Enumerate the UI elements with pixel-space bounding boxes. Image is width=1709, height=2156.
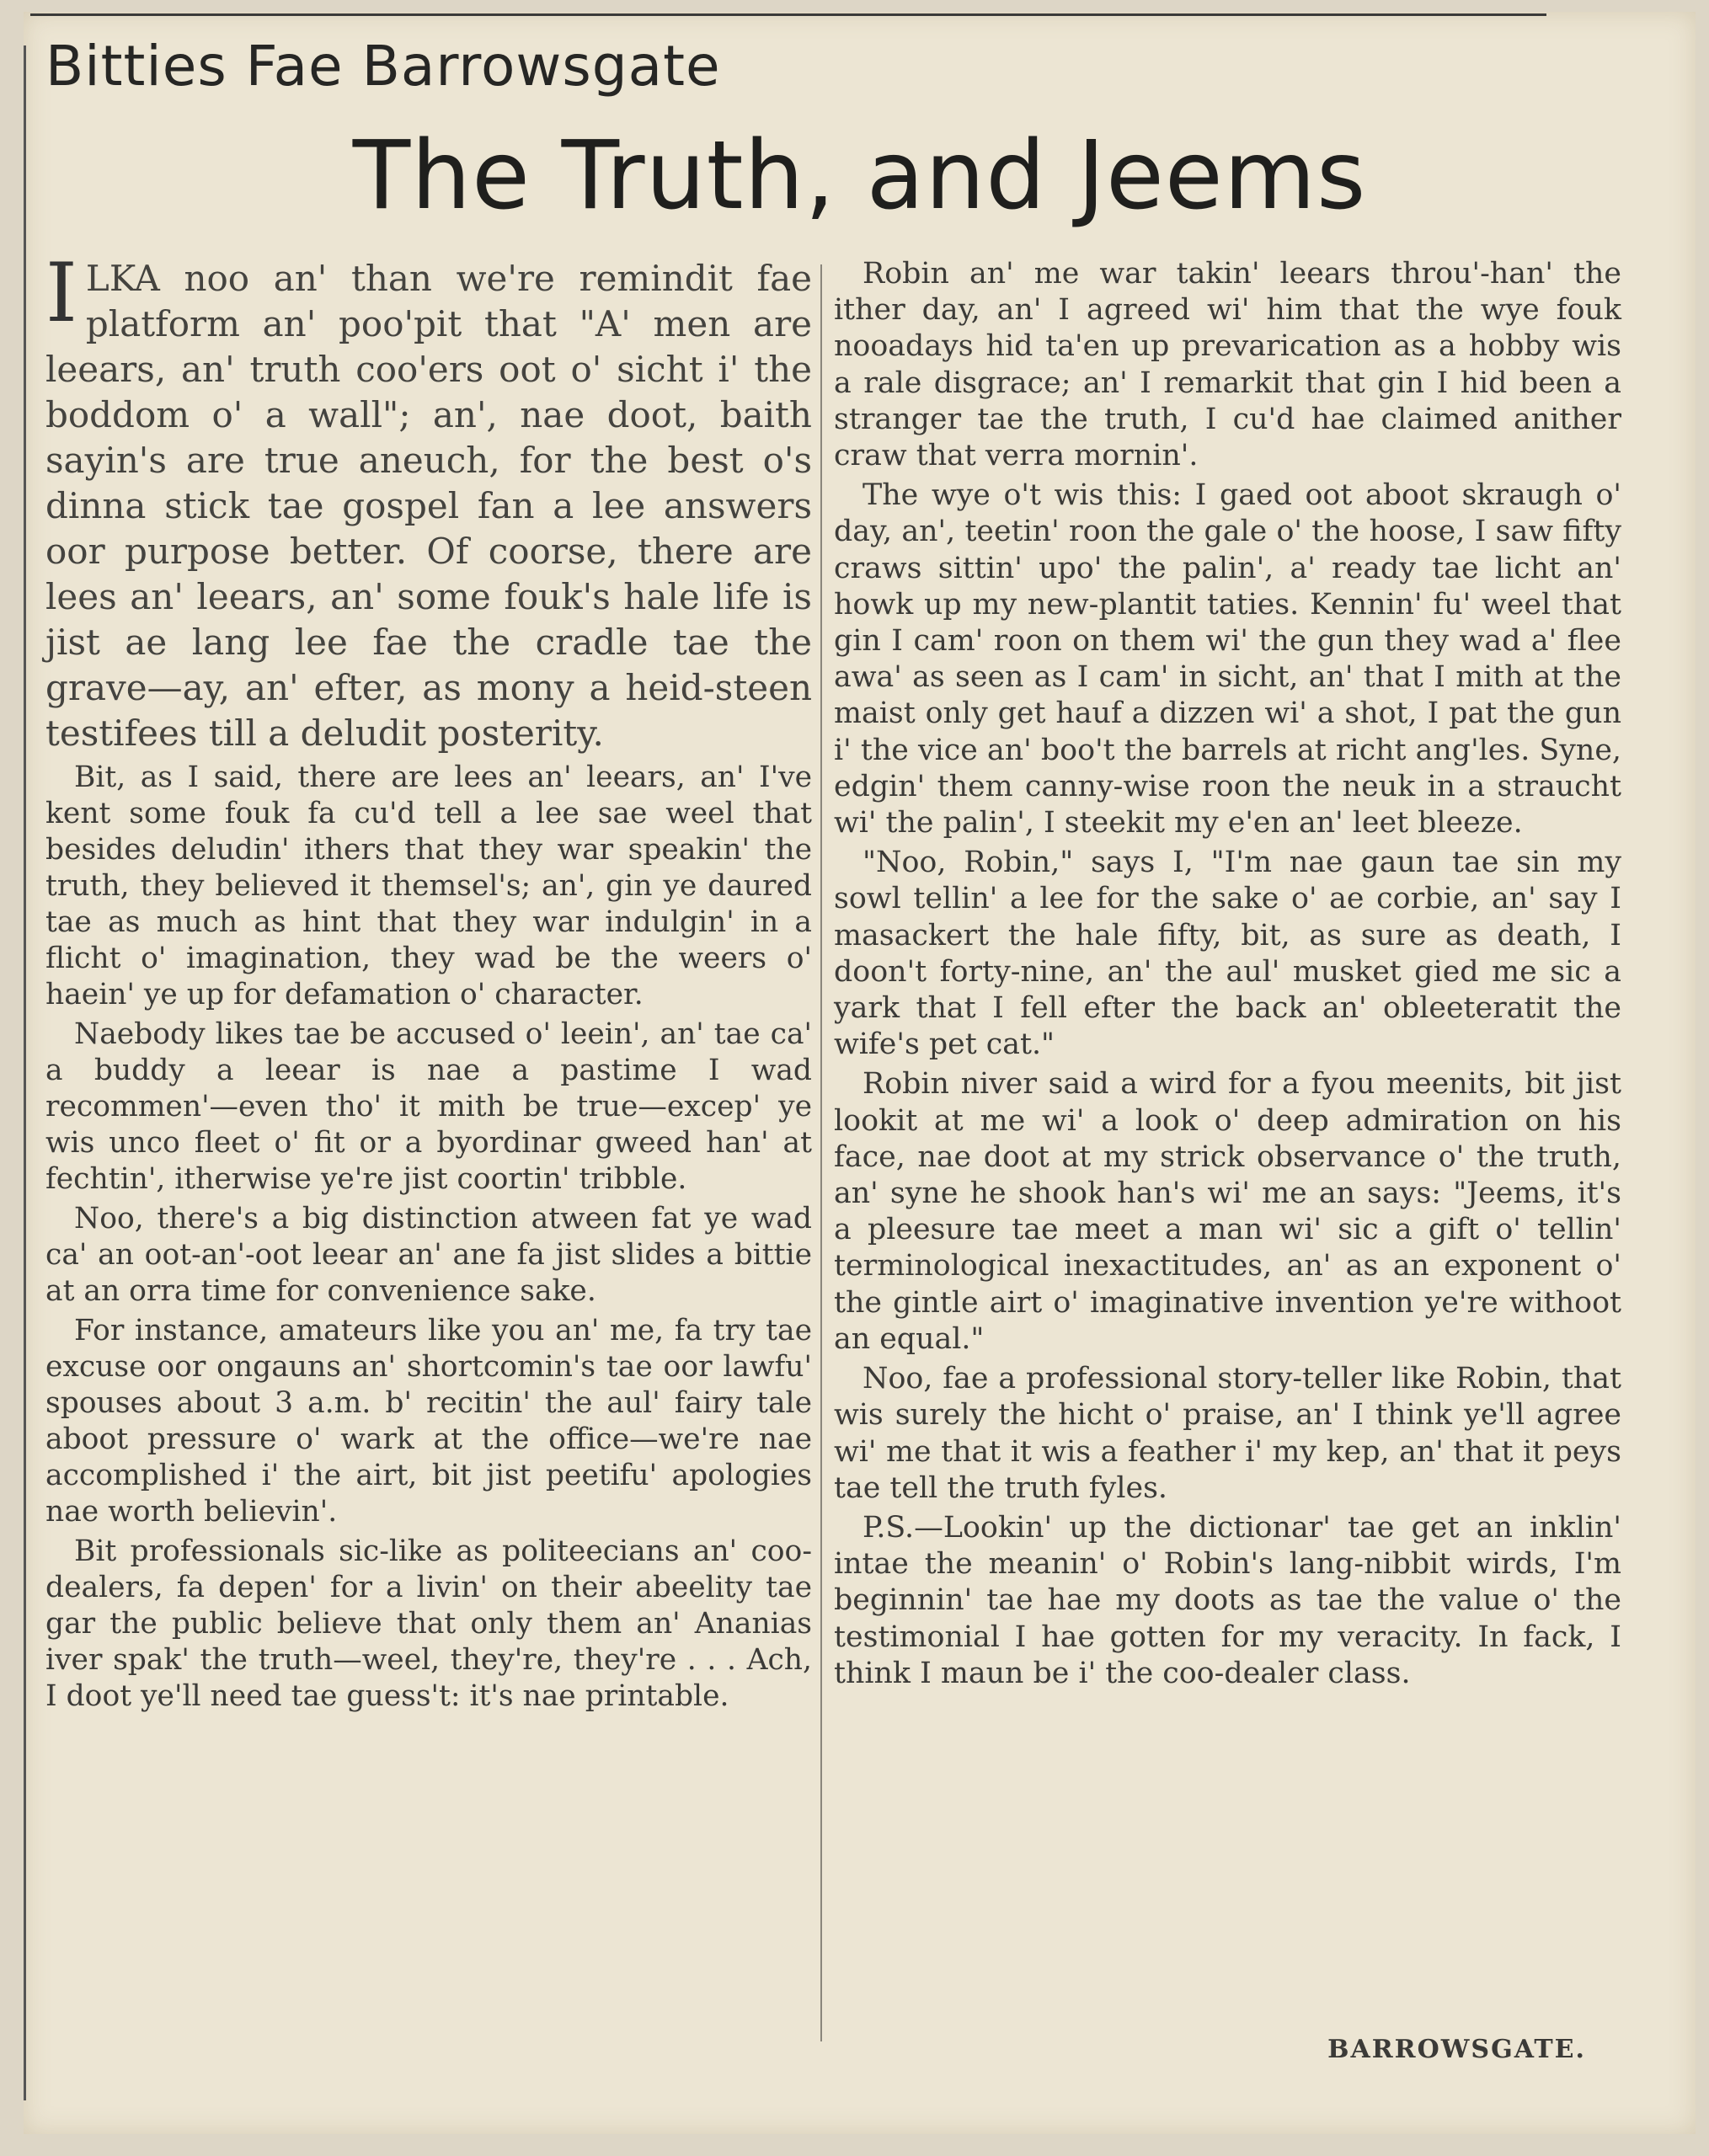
drop-cap: I [45,246,77,340]
left-paragraph: Bit professionals sic-like as politeecians an' coo-dealers, fa depen' for a livin' on their abeelity tae gar the public believe that only them an' Ananias iver spak' the truth—weel, they're, they're . . . Ach, I doot ye'll need tae guess't: it's nae printable. [45,1534,812,1713]
author-signature: BARROWSGATE. [1327,2035,1586,2064]
left-column [45,246,812,1718]
column-divider [820,264,822,2041]
right-paragraph: The wye o't wis this: I gaed oot aboot skraugh o' day, an', teetin' roon the gale o' the hoose, I saw fifty craws sittin' upo' the palin', a' ready tae licht an' howk up my new-plantit taties. Kennin' fu' weel that gin I cam' roon on them wi' the gun they wad a' flee awa' as seen as I cam' in sicht, an' that I mith at the maist only get hauf a dizzen wi' a shot, I pat the gun i' the vice an' boo't the barrels at richt ang'les. Syne, edgin' them canny-wise roon the neuk in a straucht wi' the palin', I steekit my e'en an' leet bleeze. [834,478,1621,841]
left-rule [24,45,26,2100]
right-column [834,256,1621,1695]
left-paragraph: Naebody likes tae be accused o' leein', an' tae ca' a buddy a leear is nae a pastime I wad recommen'—even tho' it mith be true—excep' ye wis unco fleet o' fit or a byordinar gweed han' at fechtin', itherwise ye're jist coortin' tribble. [45,1017,812,1196]
left-paragraph: Bit, as I said, there are lees an' leears, an' I've kent some fouk fa cu'd tell a lee sae weel that besides deludin' ithers that they war speakin' the truth, they believed it themsel's; an', gin ye daured tae as much as hint that they war indulgin' in a flicht o' imagination, they wad be the weers o' haein' ye up for defamation o' character. [45,760,812,1011]
right-paragraph: P.S.—Lookin' up the dictionar' tae get an inklin' intae the meanin' o' Robin's lang-nibbit wirds, I'm beginnin' tae hae my doots as tae the value o' the testimonial I hae gotten for my veracity. In fack, I think I maun be i' the coo-dealer class. [834,1510,1621,1690]
headline: The Truth, and Jeems [352,121,1367,231]
right-paragraph: Robin niver said a wird for a fyou meenits, bit jist lookit at me wi' a look o' deep admiration on his face, nae doot at my strick observance o' the truth, an' syne he shook han's wi' me an says: "Jeems, it's a pleesure tae meet a man wi' sic a gift o' tellin' terminological inexactitudes, an' as an exponent o' the gintle airt o' imaginative invention ye're withoot an equal." [834,1067,1621,1356]
lead-paragraph [45,246,812,756]
left-paragraph: Noo, there's a big distinction atween fat ye wad ca' an oot-an'-oot leear an' ane fa jist slides a bittie at an orra time for convenience sake. [45,1202,812,1308]
top-rule [30,13,1546,16]
right-paragraph: Robin an' me war takin' leears throu'-han' the ither day, an' I agreed wi' him that the wye fouk nooadays hid ta'en up prevarication as a hobby wis a rale disgrace; an' I remarkit that gin I hid been a stranger tae the truth, I cu'd hae claimed anither craw that verra mornin'. [834,257,1621,473]
left-paragraph: For instance, amateurs like you an' me, fa try tae excuse oor ongauns an' shortcomin's tae oor lawfu' spouses about 3 a.m. b' recitin' the aul' fairy tale aboot pressure o' wark at the office—we're nae accomplished i' the airt, bit jist peetifu' apologies nae worth believin'. [45,1314,812,1529]
column-kicker: Bitties Fae Barrowsgate [45,34,721,99]
right-paragraph: "Noo, Robin," says I, "I'm nae gaun tae sin my sowl tellin' a lee for the sake o' ae corbie, an' say I masackert the hale fifty, bit, as sure as death, I doon't forty-nine, an' the aul' musket gied me sic a yark that I fell efter the back an' obleeteratit the wife's pet cat." [834,846,1621,1062]
right-paragraph: Noo, fae a professional story-teller like Robin, that wis surely the hicht o' praise, an' I think ye'll agree wi' me that it wis a feather i' my kep, an' that it peys tae tell the truth fyles. [834,1362,1621,1505]
lead-text: LKA noo an' than we're remindit fae platform an' poo'pit that "A' men are leears, an' truth coo'ers oot o' sicht i' the boddom o' a wall"; an', nae doot, baith sayin's are true aneuch, for the best o's dinna stick tae gospel fan a lee answers oor purpose better. Of coorse, there are lees an' leears, an' some fouk's hale life is jist ae lang lee fae the cradle tae the grave—ay, an' efter, as mony a heid-steen testifees till a deludit posterity. [45,258,812,754]
newspaper-clipping [24,12,1696,2134]
